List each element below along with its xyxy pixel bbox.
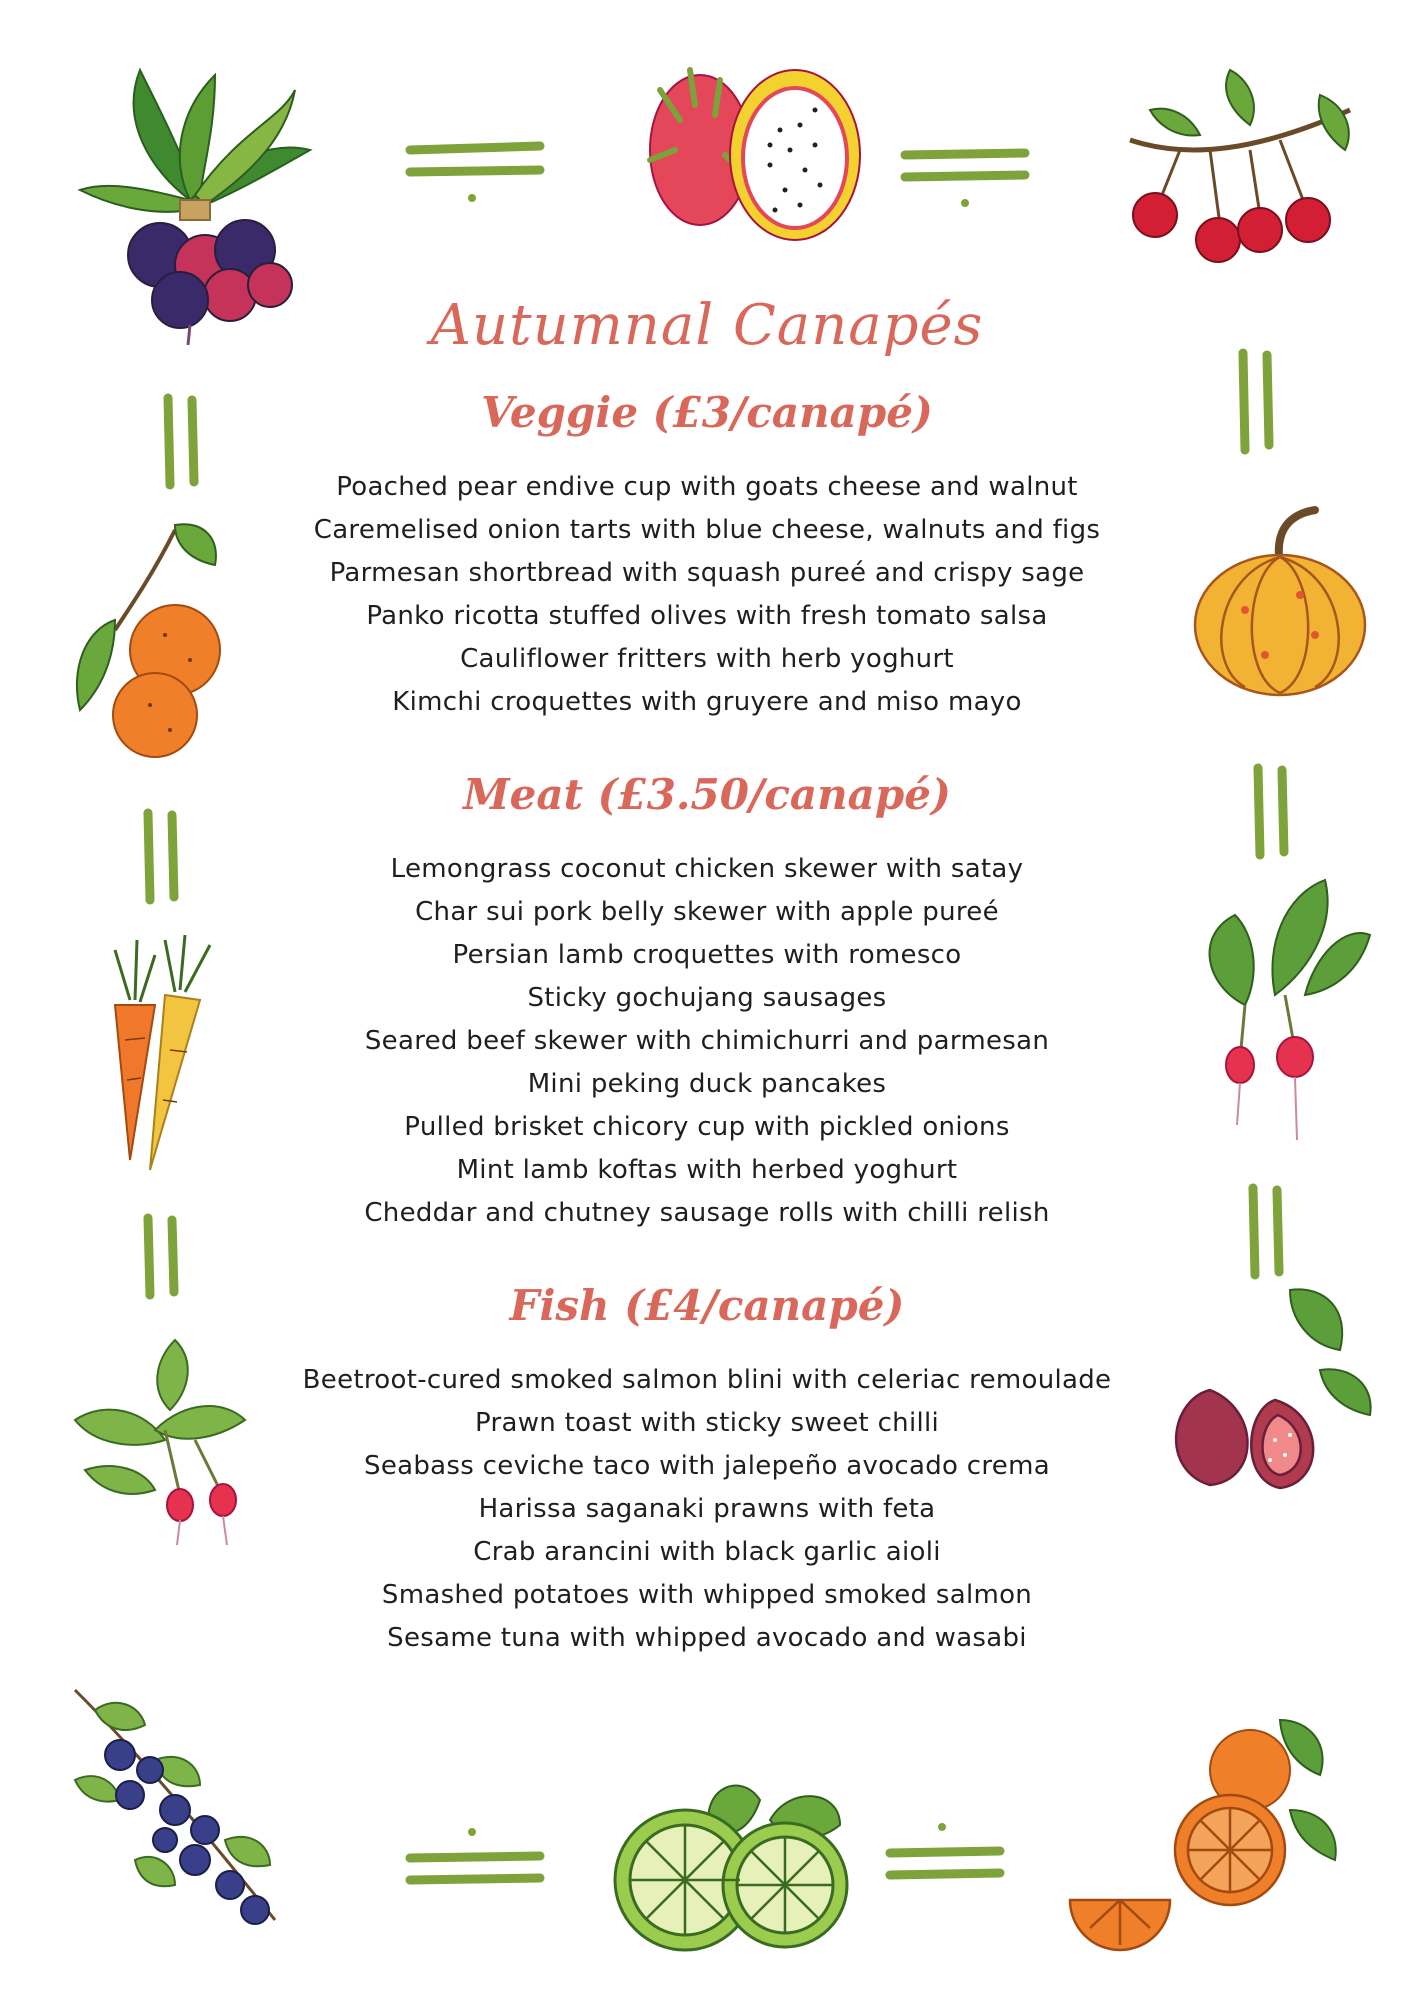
- menu-item-list: [230, 848, 1184, 1235]
- cherries-icon: [1110, 50, 1380, 280]
- radishes-icon: [1185, 865, 1375, 1145]
- divider-dash-icon: [895, 135, 1035, 215]
- menu-item: Panko ricotta stuffed olives with fresh tomato salsa: [366, 601, 1048, 631]
- section-meat: [230, 770, 1184, 1235]
- menu-item: Harissa saganaki prawns with feta: [478, 1494, 936, 1524]
- menu-item: Caremelised onion tarts with blue cheese, walnuts and figs: [313, 515, 1101, 545]
- figs-icon: [1150, 1270, 1380, 1500]
- menu-item: Seared beef skewer with chimichurri and parmesan: [364, 1026, 1050, 1056]
- menu-item: Poached pear endive cup with goats cheese and walnut: [336, 472, 1078, 502]
- menu-item-list: [230, 1359, 1184, 1660]
- menu-item: Cauliflower fritters with herb yoghurt: [460, 644, 954, 674]
- menu-item: Kimchi croquettes with gruyere and miso mayo: [392, 687, 1022, 717]
- section-heading: Fish (£4/canapé): [509, 1281, 905, 1330]
- divider-dash-icon: [880, 1815, 1010, 1895]
- oranges-branch-icon: [55, 510, 245, 770]
- divider-dash-icon: [130, 1210, 190, 1310]
- dragon-fruit-icon: [620, 50, 880, 240]
- divider-dash-icon: [1225, 345, 1285, 465]
- section-heading: Meat (£3.50/canapé): [463, 770, 951, 819]
- carrots-icon: [75, 930, 225, 1180]
- divider-dash-icon: [150, 390, 210, 500]
- section-heading: Veggie (£3/canapé): [481, 388, 933, 437]
- divider-dash-icon: [1240, 760, 1300, 870]
- menu-item-list: [230, 466, 1184, 724]
- limes-icon: [600, 1770, 860, 1960]
- menu-item: Pulled brisket chicory cup with pickled onions: [404, 1112, 1010, 1142]
- menu-item: Char sui pork belly skewer with apple pureé: [415, 897, 999, 927]
- section-fish: [230, 1281, 1184, 1660]
- pumpkin-icon: [1185, 495, 1375, 705]
- menu-item: Cheddar and chutney sausage rolls with chilli relish: [364, 1198, 1050, 1228]
- page-title: Autumnal Canapés: [430, 293, 984, 358]
- menu-item: Parmesan shortbread with squash pureé and crispy sage: [329, 558, 1085, 588]
- section-veggie: [230, 388, 1184, 724]
- orange-slices-icon: [1050, 1700, 1350, 1950]
- menu-item: Persian lamb croquettes with romesco: [452, 940, 962, 970]
- radish-sprig-icon: [55, 1320, 255, 1560]
- menu-item: Prawn toast with sticky sweet chilli: [474, 1408, 940, 1438]
- menu-item: Beetroot-cured smoked salmon blini with celeriac remoulade: [302, 1365, 1112, 1395]
- menu-item: Mint lamb koftas with herbed yoghurt: [456, 1155, 958, 1185]
- menu-item: Sesame tuna with whipped avocado and wasabi: [387, 1623, 1027, 1653]
- menu-item: Lemongrass coconut chicken skewer with satay: [390, 854, 1024, 884]
- menu-item: Smashed potatoes with whipped smoked salmon: [381, 1580, 1033, 1610]
- menu-content: [230, 280, 1184, 1710]
- menu-item: Crab arancini with black garlic aioli: [473, 1537, 941, 1567]
- divider-dash-icon: [400, 130, 550, 210]
- menu-item: Mini peking duck pancakes: [527, 1069, 887, 1099]
- divider-dash-icon: [130, 805, 190, 915]
- blueberries-icon: [55, 1670, 315, 1940]
- menu-item: Seabass ceviche taco with jalepeño avocado crema: [364, 1451, 1050, 1481]
- divider-dash-icon: [400, 1820, 550, 1900]
- menu-item: Sticky gochujang sausages: [527, 983, 887, 1013]
